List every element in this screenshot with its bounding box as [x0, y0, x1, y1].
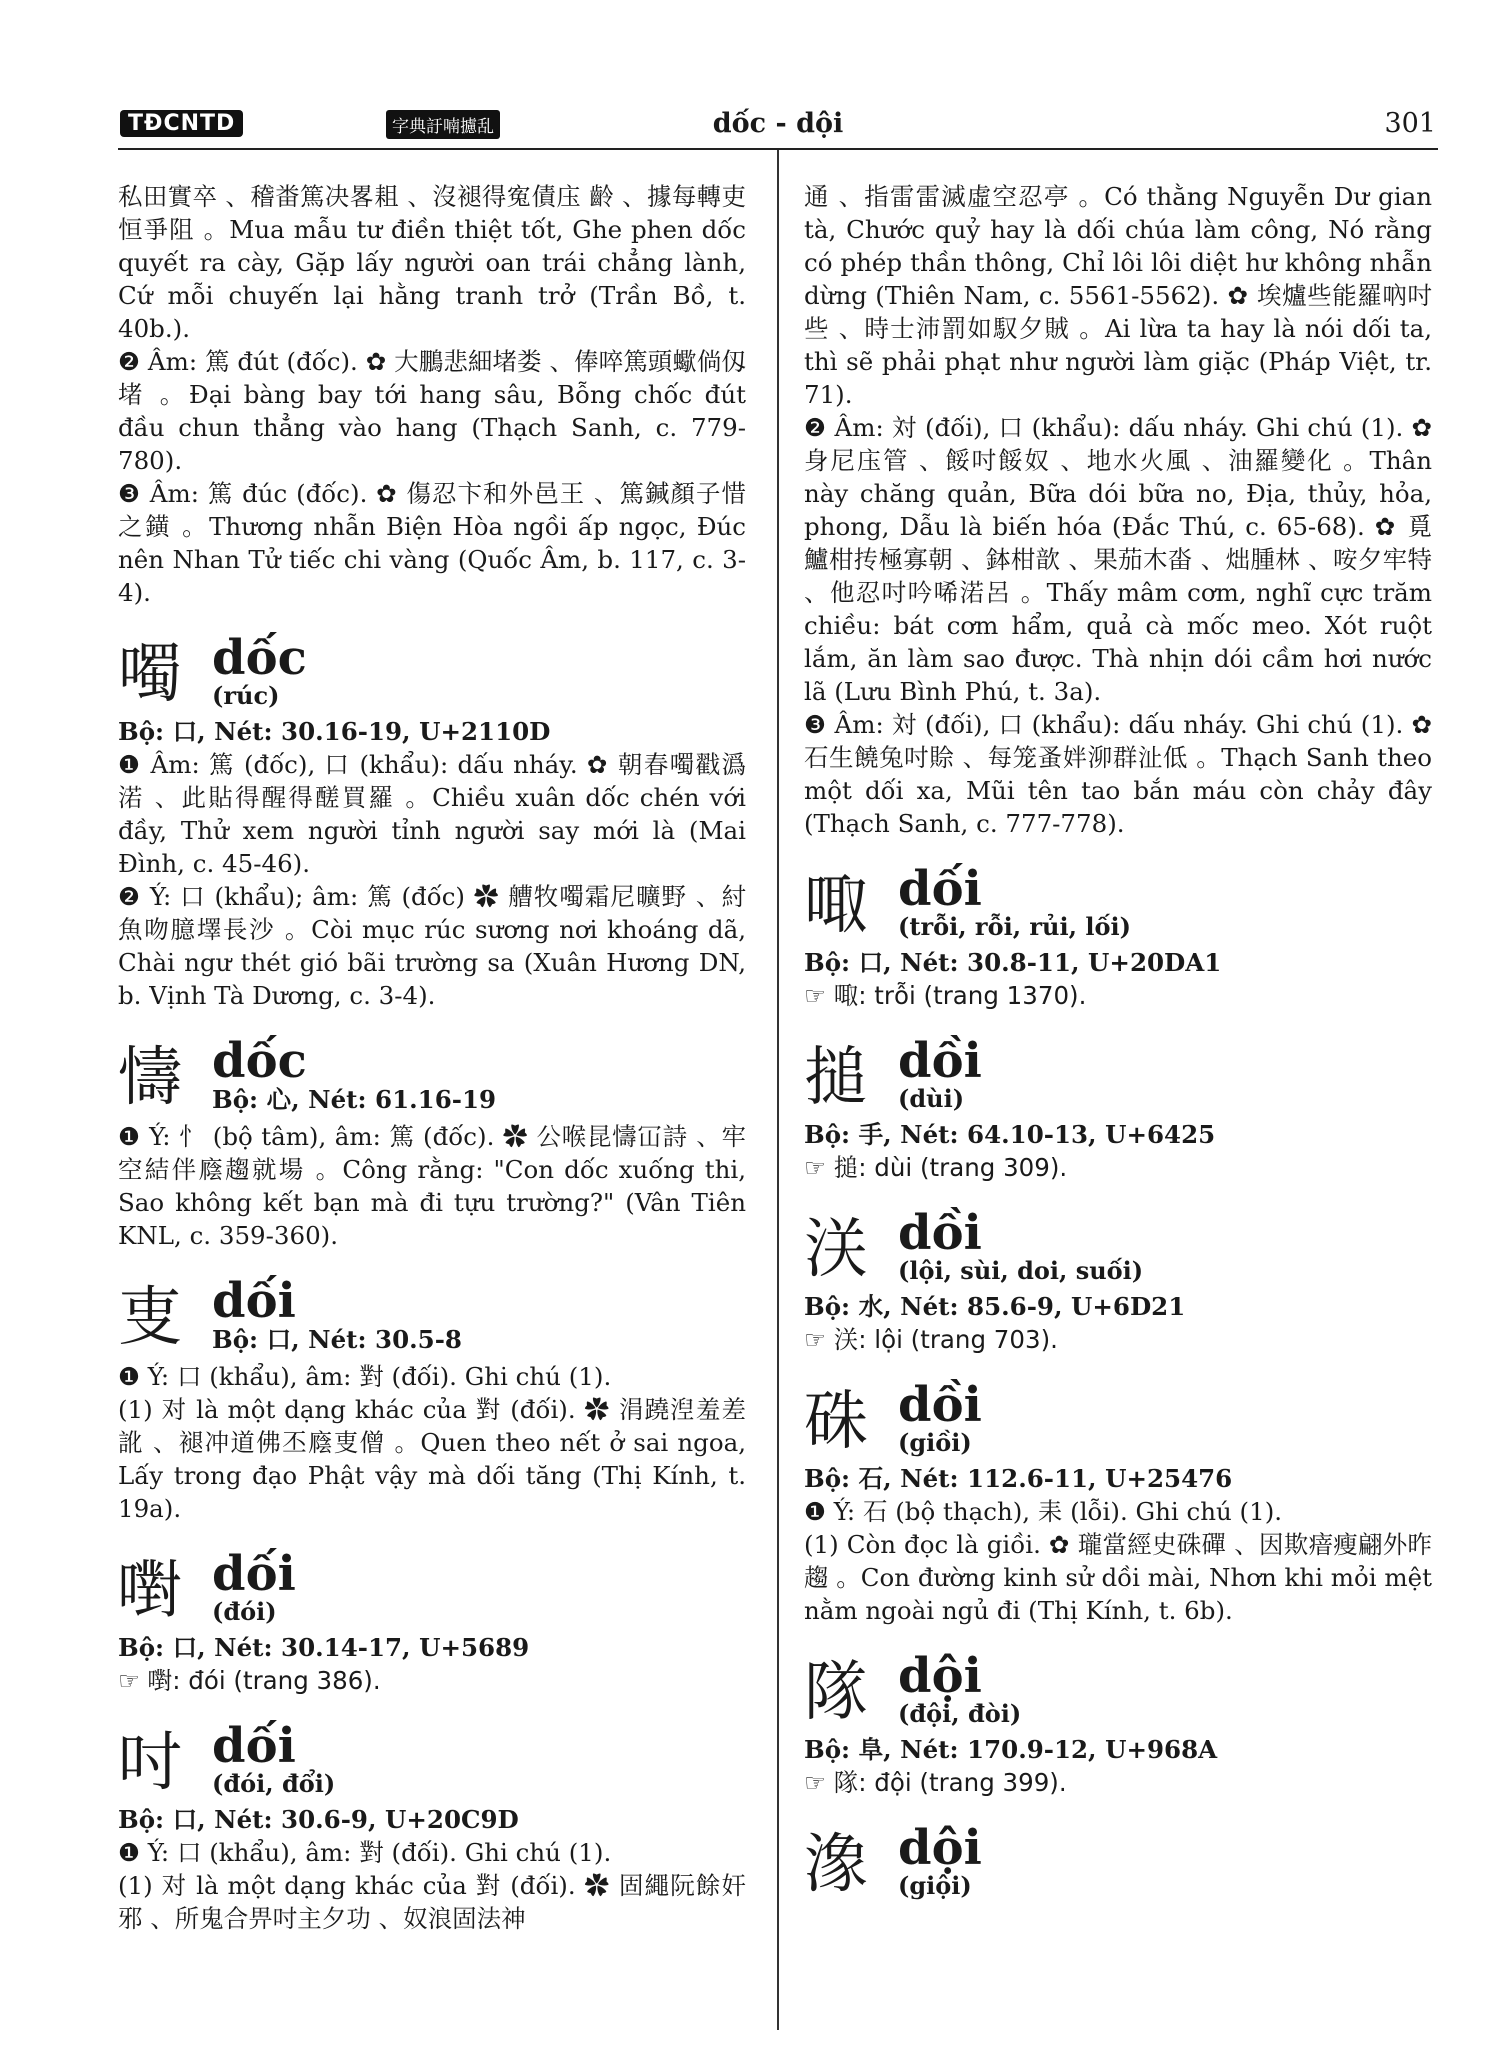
headword-variants: (trỗi, rỗi, rủi, lối): [898, 912, 1131, 941]
logo-han-nom: 字典訏喃攄乱: [386, 110, 500, 139]
radical-info: Bộ: 水, Nét: 85.6-9, U+6D21: [804, 1292, 1186, 1321]
entry-heading: [118, 1718, 746, 1800]
paragraph: ❶ Ý: 忄 (bộ tâm), âm: 篤 (đốc). ✿ 公喉昆懤冚詩 、牢空結伴廕趨就場 。Công rằng: "Con dốc xuống thi, Sao không kết bạn mà đi tựu trường?" (Vân Tiên KNL, c. 359-360).: [118, 1122, 746, 1250]
paragraph: (1) Còn đọc là giồi. ✿ 瓏當經史硃磾 、因欺瘖瘦翩外昨趨 。Con đường kinh sử dồi mài, Nhơn khi mỏi mệt nằm ngoài ngủ đi (Thị Kính, t. 6b).: [804, 1530, 1432, 1625]
entry-heading: [804, 1648, 1432, 1730]
paragraph: ❸ Âm: 篤 đúc (đốc). ✿ 傷忍卞和外邑王 、篤鍼顏子惜之鐄 。Thương nhẫn Biện Hòa ngồi ấp ngọc, Đúc nên Nhan Tử tiếc chi vàng (Quốc Âm, b. 117, c. 3-4).: [118, 479, 746, 607]
entry-heading: [804, 1033, 1432, 1115]
column-divider: [777, 150, 779, 2030]
headword-variants: (rúc): [212, 681, 280, 710]
headword: dối: [898, 861, 982, 917]
entry-heading: [118, 1546, 746, 1628]
headword-variants: (giội): [898, 1871, 972, 1900]
headword-character: 硃: [804, 1385, 868, 1459]
paragraph: ❷ Âm: 対 (đối), 口 (khẩu): dấu nháy. Ghi chú (1). ✿ 身尼庒管 、餒吋餒奴 、地水火風 、油羅變化 。Thân này chăng quản, Bữa dói bữa no, Địa, thủy, hỏa, phong, Dẫu là biến hóa (Đắc Thú, c. 65-68). ✿ 覓鱸柑抟極寡朝 、鉢柑歆 、果茄木畓 、炪腫林 、咹夕牢特 、他忍吋吟唏渃呂 。Thấy mâm cơm, nghĩ cực trăm chiều: bát cơm hẩm, quả cà mốc meo. Xót ruột lắm, ăn làm sao được. Thà nhịn dói cầm hơi nước lã (Lưu Bình Phú, t. 3a).: [804, 413, 1432, 706]
paragraph: 私田實卒 、稽畨篤决畧耝 、沒褪得寃債庒 齡 、據每轉吏恒爭阻 。Mua mẫu tư điền thiệt tốt, Ghe phen dốc quyết ra cày, Gặp lấy người oan trái chẳng lành, Cứ mỗi chuyến lại hằng tranh trở (Trần Bồ, t. 40b.).: [118, 182, 746, 343]
radical-info: Bộ: 口, Nét: 30.6-9, U+20C9D: [118, 1805, 519, 1834]
radical-info: Bộ: 石, Nét: 112.6-11, U+25476: [804, 1464, 1233, 1493]
headword-character: 吋: [118, 1726, 182, 1800]
radical-info: Bộ: 口, Nét: 30.5-8: [212, 1325, 462, 1354]
running-title: dốc - dội: [712, 108, 844, 139]
logo-tdcntd: TĐCNTD: [120, 110, 243, 137]
paragraph: ❶ Ý: 口 (khẩu), âm: 對 (đối). Ghi chú (1).: [118, 1838, 612, 1867]
paragraph: (1) 对 là một dạng khác của 對 (đối). ✿ 固繩阮餘奸邪 、所鬼合畀吋主夕功 、奴浪固法神: [118, 1871, 746, 1933]
radical-info: Bộ: 手, Nét: 64.10-13, U+6425: [804, 1120, 1216, 1149]
headword: dối: [212, 1718, 296, 1774]
headword: dội: [898, 1820, 982, 1876]
headword-character: 潒: [804, 1828, 868, 1902]
headword-character: 叓: [118, 1281, 182, 1355]
entry-heading: [118, 630, 746, 712]
entry-heading: [118, 1033, 746, 1116]
radical-info: Bộ: 口, Nét: 30.14-17, U+5689: [118, 1633, 530, 1662]
paragraph: ❶ Âm: 篤 (đốc), 口 (khẩu): dấu nháy. ✿ 朝春噣戳潙渃 、此貼得醒得醝買羅 。Chiều xuân dốc chén với đầy, Thử xem người tỉnh người say mới là (Mai Đình, c. 45-46).: [118, 750, 746, 878]
paragraph: ❶ Ý: 口 (khẩu), âm: 對 (đối). Ghi chú (1).: [118, 1362, 612, 1391]
cross-reference: ☞ 搥: dùi (trang 309).: [804, 1153, 1068, 1182]
headword: dối: [212, 1546, 296, 1602]
headword: dồi: [898, 1377, 982, 1433]
headword-character: 懤: [118, 1041, 182, 1115]
headword-variants: (đói): [212, 1597, 277, 1626]
headword-character: 嚉: [118, 1554, 182, 1628]
headword-variants: (đội, đòi): [898, 1699, 1022, 1728]
radical-info: Bộ: 口, Nét: 30.8-11, U+20DA1: [804, 948, 1222, 977]
entry-heading: [804, 1377, 1432, 1459]
headword: dồi: [898, 1205, 982, 1261]
paragraph: ❸ Âm: 対 (đối), 口 (khẩu): dấu nháy. Ghi chú (1). ✿ 石生饒兔吋賒 、每笼蚤姅泖群沚低 。Thạch Sanh theo một dối xa, Mũi tên tao bắn máu còn chảy đây (Thạch Sanh, c. 777-778).: [804, 710, 1432, 838]
headword: dốc: [212, 1033, 307, 1089]
entry-heading: [804, 1205, 1432, 1287]
headword-variants: (giồi): [898, 1428, 972, 1457]
headword-variants: (lội, sùi, doi, suối): [898, 1256, 1144, 1285]
paragraph: ❷ Âm: 篤 đút (đốc). ✿ 大鵬悲細堵娄 、俸啐篤頭蠍倘仭堵 。Đại bàng bay tới hang sâu, Bỗng chốc đút đầu chun thẳng vào hang (Thạch Sanh, c. 779-780).: [118, 347, 746, 475]
cross-reference: ☞ 浂: lội (trang 703).: [804, 1325, 1058, 1354]
headword-character: 㖩: [804, 869, 868, 943]
radical-info: Bộ: 阜, Nét: 170.9-12, U+968A: [804, 1735, 1218, 1764]
radical-info: Bộ: 口, Nét: 30.16-19, U+2110D: [118, 717, 551, 746]
headword: dốc: [212, 630, 307, 686]
headword-variants: (dùi): [898, 1084, 965, 1113]
headword-variants: (đói, đổi): [212, 1769, 336, 1798]
left-column: [118, 180, 746, 1935]
page-header: [118, 104, 1438, 150]
headword: dồi: [898, 1033, 982, 1089]
headword: dội: [898, 1648, 982, 1704]
headword-character: 噣: [118, 638, 182, 712]
paragraph: ❶ Ý: 石 (bộ thạch), 耒 (lỗi). Ghi chú (1).: [804, 1497, 1283, 1526]
headword-character: 隊: [804, 1656, 868, 1730]
radical-info: Bộ: 心, Nét: 61.16-19: [212, 1085, 497, 1114]
cross-reference: ☞ 㖩: trỗi (trang 1370).: [804, 981, 1087, 1010]
paragraph: ❷ Ý: 口 (khẩu); âm: 篤 (đốc) ✿ 艚牧噣霜尼曠野 、紂魚吻臆墿長沙 。Còi mục rúc sương nơi khoáng dã, Chài ngư thét gió bãi trường sa (Xuân Hương DN, b. Vịnh Tà Dương, c. 3-4).: [118, 882, 746, 1010]
headword: dối: [212, 1273, 296, 1329]
right-column: [804, 180, 1432, 1905]
entry-heading: [804, 1820, 1432, 1902]
cross-reference: ☞ 隊: đội (trang 399).: [804, 1768, 1067, 1797]
headword-character: 浂: [804, 1213, 868, 1287]
entry-heading: [804, 861, 1432, 943]
paragraph: (1) 对 là một dạng khác của 對 (đối). ✿ 涓蹺湼羞差訛 、褪冲道佛丕廕叓僧 。Quen theo nết ở sai ngoa, Lấy trong đạo Phật vậy mà dối tăng (Thị Kính, t. 19a).: [118, 1395, 746, 1523]
paragraph: 通 、指雷雷滅虛空忍亭 。Có thằng Nguyễn Dư gian tà, Chước quỷ hay là dối chúa làm công, Nó rằng có phép thần thông, Chỉ lôi lôi diệt hư không nhẫn dừng (Thiên Nam, c. 5561-5562). ✿ 埃爐些能羅吶吋些 、時士沛罰如馭夕賊 。Ai lừa ta hay là nói dối ta, thì sẽ phải phạt như người làm giặc (Pháp Việt, tr. 71).: [804, 182, 1432, 409]
page-number: 301: [1384, 108, 1436, 139]
headword-character: 搥: [804, 1041, 868, 1115]
entry-heading: [118, 1273, 746, 1356]
cross-reference: ☞ 嚉: đói (trang 386).: [118, 1666, 381, 1695]
